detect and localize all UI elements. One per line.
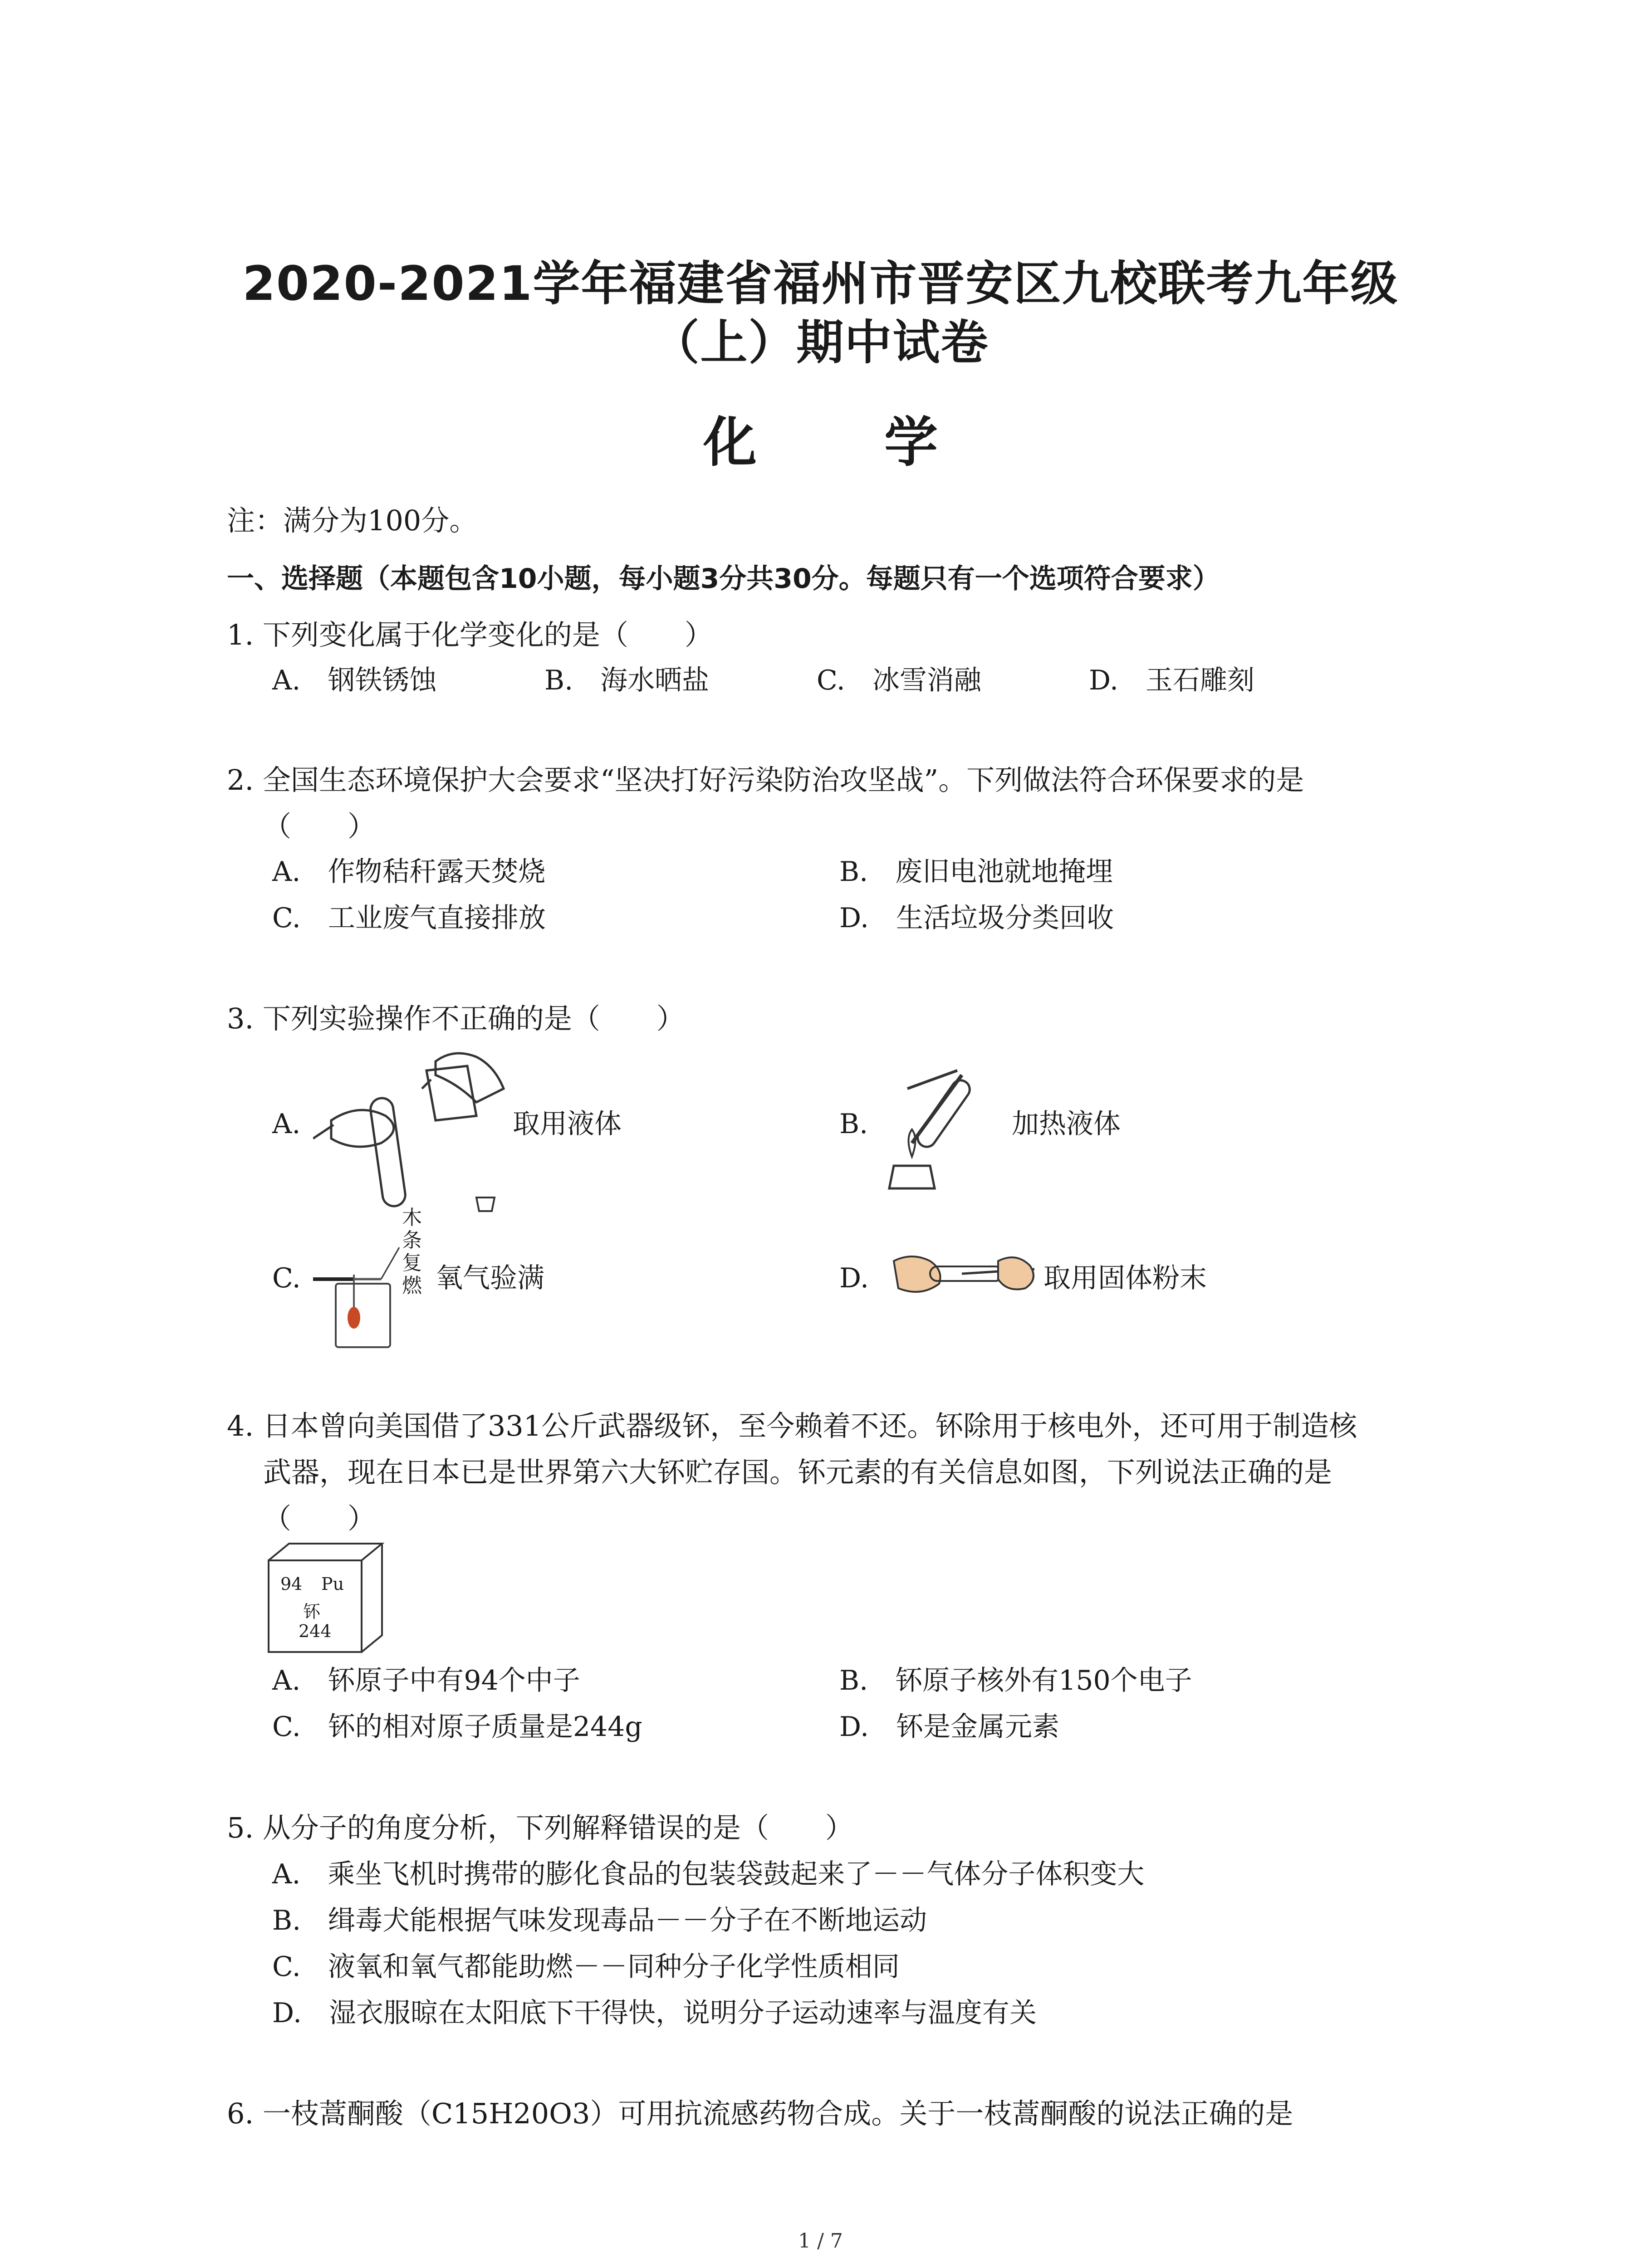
question-2-option-b: B. 废旧电池就地掩埋 bbox=[839, 856, 1113, 888]
page-title-line1: 2020-2021学年福建省福州市晋安区九校联考九年级 bbox=[242, 256, 1399, 311]
question-5-option-a: A. 乘坐飞机时携带的膨化食品的包装袋鼓起来了－－气体分子体积变大 bbox=[272, 1858, 1145, 1890]
page-number: 1 / 7 bbox=[798, 2229, 843, 2253]
question-1-option-b: B. 海水晒盐 bbox=[544, 665, 710, 696]
question-3-option-c-letter: C. bbox=[272, 1262, 301, 1294]
question-4-stem-line2: 武器，现在日本已是世界第六大钚贮存国。钚元素的有关信息如图，下列说法正确的是 bbox=[263, 1456, 1332, 1489]
question-1-stem: 1. 下列变化属于化学变化的是（ ） bbox=[227, 618, 713, 651]
question-4-option-d: D. 钚是金属元素 bbox=[839, 1711, 1060, 1743]
page-title-line2: （上）期中试卷 bbox=[652, 315, 989, 370]
subject-title: 化 学 bbox=[703, 411, 993, 474]
question-4-stem-line3: （ ） bbox=[263, 1502, 376, 1535]
question-2-stem-line2: （ ） bbox=[263, 810, 376, 843]
score-note: 注：满分为100分。 bbox=[227, 504, 478, 537]
element-card bbox=[268, 1542, 386, 1653]
annotation-char-2: 条 bbox=[402, 1229, 422, 1252]
question-5-option-d: D. 湿衣服晾在太阳底下干得快，说明分子运动速率与温度有关 bbox=[272, 1997, 1037, 2029]
element-name: 钚 bbox=[303, 1602, 321, 1622]
question-3-option-a-label: 取用液体 bbox=[513, 1108, 622, 1140]
solid-powder-figure bbox=[889, 1243, 1039, 1306]
question-2-option-d: D. 生活垃圾分类回收 bbox=[839, 902, 1114, 934]
question-3-option-b-label: 加热液体 bbox=[1012, 1108, 1121, 1140]
element-symbol: Pu bbox=[321, 1574, 344, 1594]
question-1-option-a: A. 钢铁锈蚀 bbox=[272, 665, 437, 696]
oxygen-test-annotation bbox=[402, 1207, 422, 1297]
element-number: 94 bbox=[280, 1574, 303, 1594]
pour-liquid-figure bbox=[313, 1043, 522, 1216]
question-4-option-c: C. 钚的相对原子质量是244g bbox=[272, 1711, 642, 1743]
question-3-option-a-letter: A. bbox=[272, 1108, 301, 1140]
question-2-stem-line1: 2. 全国生态环境保护大会要求“坚决打好污染防治攻坚战”。下列做法符合环保要求的是 bbox=[227, 763, 1304, 797]
question-3-option-c-label: 氧气验满 bbox=[436, 1262, 544, 1294]
question-3-option-d-label: 取用固体粉末 bbox=[1043, 1262, 1207, 1294]
question-5-option-c: C. 液氧和氧气都能助燃－－同种分子化学性质相同 bbox=[272, 1951, 900, 1983]
annotation-char-1: 木 bbox=[402, 1206, 422, 1229]
question-5-option-b: B. 缉毒犬能根据气味发现毒品－－分子在不断地运动 bbox=[272, 1905, 927, 1936]
oxygen-test-figure bbox=[313, 1216, 449, 1352]
question-3-option-b-letter: B. bbox=[839, 1108, 868, 1140]
question-2-option-a: A. 作物秸秆露天焚烧 bbox=[272, 856, 546, 888]
question-3-stem: 3. 下列实验操作不正确的是（ ） bbox=[227, 1002, 685, 1035]
annotation-char-3: 复 bbox=[402, 1251, 422, 1275]
question-3-option-d-letter: D. bbox=[839, 1262, 869, 1294]
question-4-option-b: B. 钚原子核外有150个电子 bbox=[839, 1665, 1192, 1696]
element-mass: 244 bbox=[299, 1621, 332, 1641]
question-4-stem-line1: 4. 日本曾向美国借了331公斤武器级钚，至今赖着不还。钚除用于核电外，还可用于制造核 bbox=[227, 1409, 1357, 1442]
question-1-option-d: D. 玉石雕刻 bbox=[1089, 665, 1255, 696]
annotation-char-4: 燃 bbox=[402, 1274, 422, 1297]
section-heading: 一、选择题（本题包含10小题，每小题3分共30分。每题只有一个选项符合要求） bbox=[227, 563, 1220, 595]
question-6-stem: 6. 一枝蒿酮酸（C15H20O3）可用抗流感药物合成。关于一枝蒿酮酸的说法正确的是 bbox=[227, 2097, 1293, 2130]
question-4-option-a: A. 钚原子中有94个中子 bbox=[272, 1665, 580, 1696]
question-5-stem: 5. 从分子的角度分析，下列解释错误的是（ ） bbox=[227, 1811, 853, 1844]
question-2-option-c: C. 工业废气直接排放 bbox=[272, 902, 546, 934]
question-1-option-c: C. 冰雪消融 bbox=[817, 665, 981, 696]
heat-liquid-figure bbox=[880, 1061, 1016, 1193]
